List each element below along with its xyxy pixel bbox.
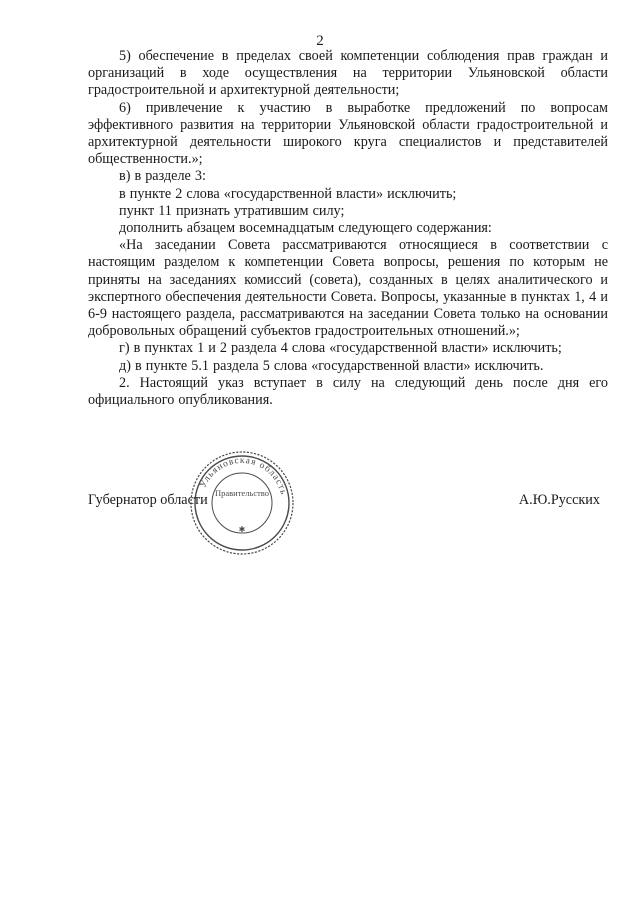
signature-name: А.Ю.Русских: [518, 492, 600, 508]
paragraph: д) в пункте 5.1 раздела 5 слова «государственной власти» исключить.: [119, 357, 544, 374]
paragraph: в) в разделе 3:: [119, 168, 206, 185]
seal-star-icon: ✱: [238, 525, 246, 534]
seal-outer-ring: [191, 452, 293, 554]
paragraph: 5) обеспечение в пределах своей компетенции соблюдения прав граждан и организаций в ходе осуществления на территории Ульяновской области градостроительной и архитектурной деятельности;: [88, 48, 608, 99]
paragraph: дополнить абзацем восемнадцатым следующего содержания:: [119, 220, 492, 237]
seal-inner-ring: [212, 473, 272, 533]
signature-row: [88, 492, 608, 512]
seal-center-text: Правительство: [214, 488, 270, 498]
seal-outer-text: Ульяновская область: [198, 455, 289, 497]
paragraph: г) в пунктах 1 и 2 раздела 4 слова «государственной власти» исключить;: [119, 340, 562, 357]
paragraph: пункт 11 признать утратившим силу;: [119, 202, 345, 219]
document-body: [88, 48, 608, 409]
paragraph: 6) привлечение к участию в выработке предложений по вопросам эффективного развития на территории Ульяновской области градостроительной и архитектурной деятельности широкого круга специалистов и представителей общественности.»;: [88, 99, 608, 168]
official-seal-stamp: [187, 448, 297, 558]
paragraph: в пункте 2 слова «государственной власти» исключить;: [119, 185, 457, 202]
paragraph: 2. Настоящий указ вступает в силу на следующий день после дня его официального опубликования.: [88, 374, 608, 409]
page-number: 2: [316, 33, 324, 49]
signature-title: Губернатор области: [88, 492, 208, 508]
paragraph: «На заседании Совета рассматриваются относящиеся в соответствии с настоящим разделом к компетенции Совета вопросы, решения по которым не приняты на заседаниях комиссий (совета), созданных в целях аналитического и экспертного обеспечения деятельности Совета. Вопросы, указанные в пунктах 1, 4 и 6-9 настоящего раздела, рассматриваются на заседании Совета только на основании добровольных обращений субъектов градостроительных отношений.»;: [88, 237, 608, 340]
